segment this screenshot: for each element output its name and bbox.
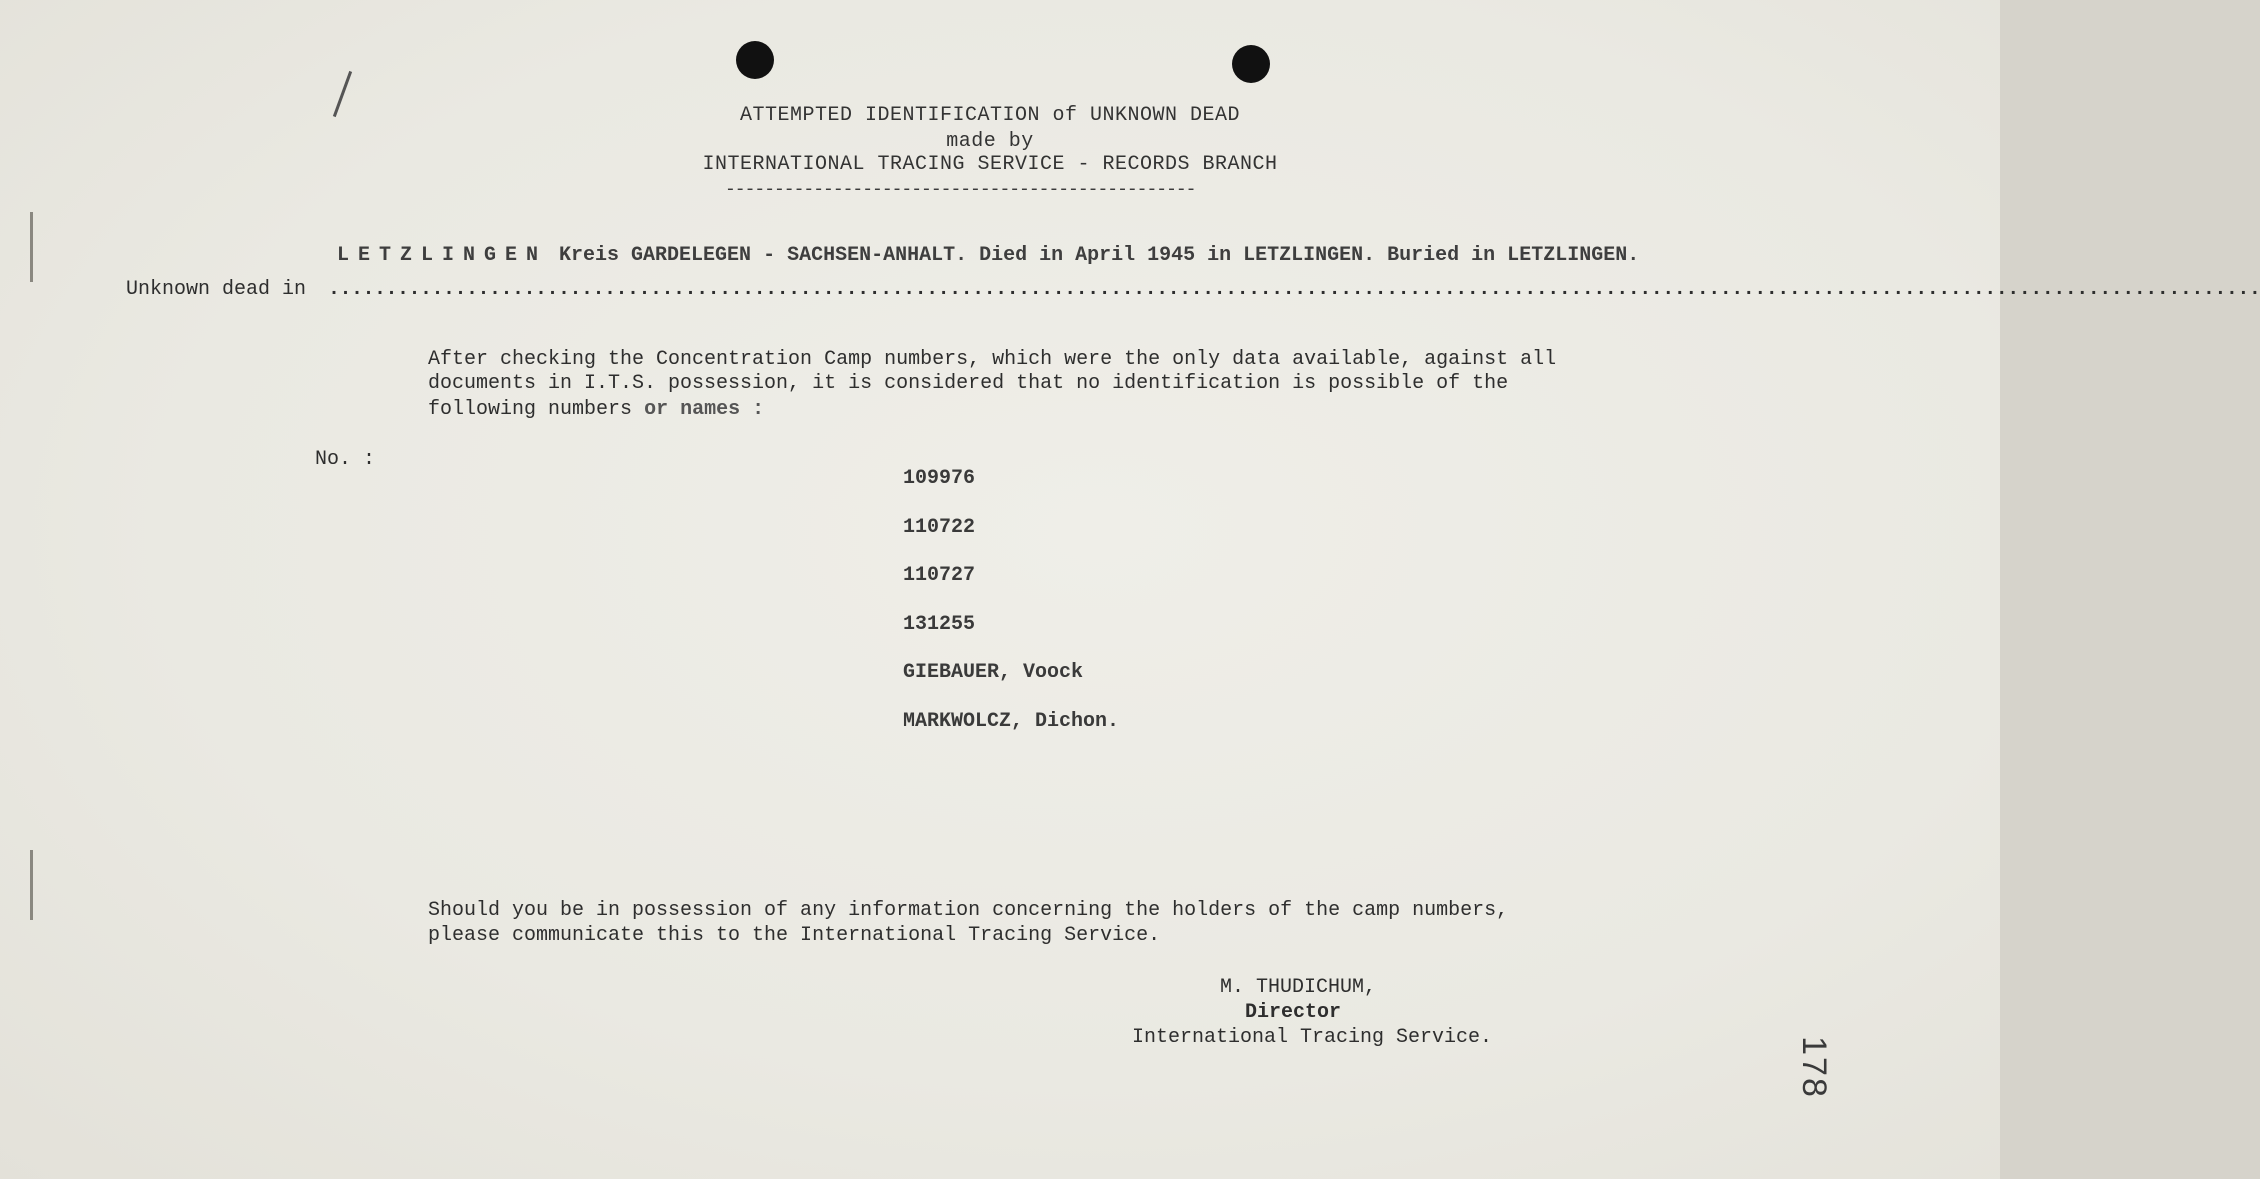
header-title: ATTEMPTED IDENTIFICATION of UNKNOWN DEAD [739, 104, 1241, 127]
list-item: MARKWOLCZ, Dichon. [903, 709, 1120, 733]
signature-name: M. THUDICHUM, [1220, 976, 1377, 999]
body-line-3-text: following numbers [428, 398, 633, 421]
header-made-by: made by [946, 130, 1034, 153]
header-rule: ------------------------------------------------ [725, 180, 1196, 200]
signature-title: Director [1245, 1001, 1342, 1024]
body-line-3 [428, 398, 764, 422]
unknown-dead-label: Unknown dead in [126, 278, 307, 301]
page-number: 178 [1794, 1036, 1833, 1099]
dot-leader: ........................................................................................................................................................................ [328, 278, 2260, 301]
list-item: GIEBAUER, Voock [903, 661, 1084, 684]
entries-list [903, 467, 1119, 758]
list-item: 110727 [903, 564, 976, 587]
pencil-mark [333, 71, 352, 117]
margin-mark [30, 850, 33, 920]
body-line-2: documents in I.T.S. possession, it is considered that no identification is possible of the [428, 372, 1509, 395]
or-names-text: or names : [644, 398, 765, 421]
punch-hole-left [736, 41, 774, 79]
closing-line-1: Should you be in possession of any information concerning the holders of the camp numbers, [428, 899, 1509, 922]
location-name: LETZLINGEN [337, 244, 548, 267]
list-item: 109976 [903, 467, 976, 490]
location-line [337, 244, 1639, 267]
body-line-1: After checking the Concentration Camp numbers, which were the only data available, against all [428, 348, 1557, 371]
list-item: 110722 [903, 515, 976, 539]
closing-line-2: please communicate this to the International Tracing Service. [428, 924, 1161, 947]
header-organization: INTERNATIONAL TRACING SERVICE - RECORDS BRANCH [702, 153, 1278, 176]
margin-mark [30, 212, 33, 282]
location-details: Kreis GARDELEGEN - SACHSEN-ANHALT. Died in April 1945 in LETZLINGEN. Buried in LETZLINGEN. [559, 244, 1640, 267]
signature-organization: International Tracing Service. [1132, 1026, 1493, 1049]
list-item: 131255 [903, 612, 976, 636]
number-label: No. : [315, 448, 376, 471]
punch-hole-right [1232, 45, 1270, 83]
